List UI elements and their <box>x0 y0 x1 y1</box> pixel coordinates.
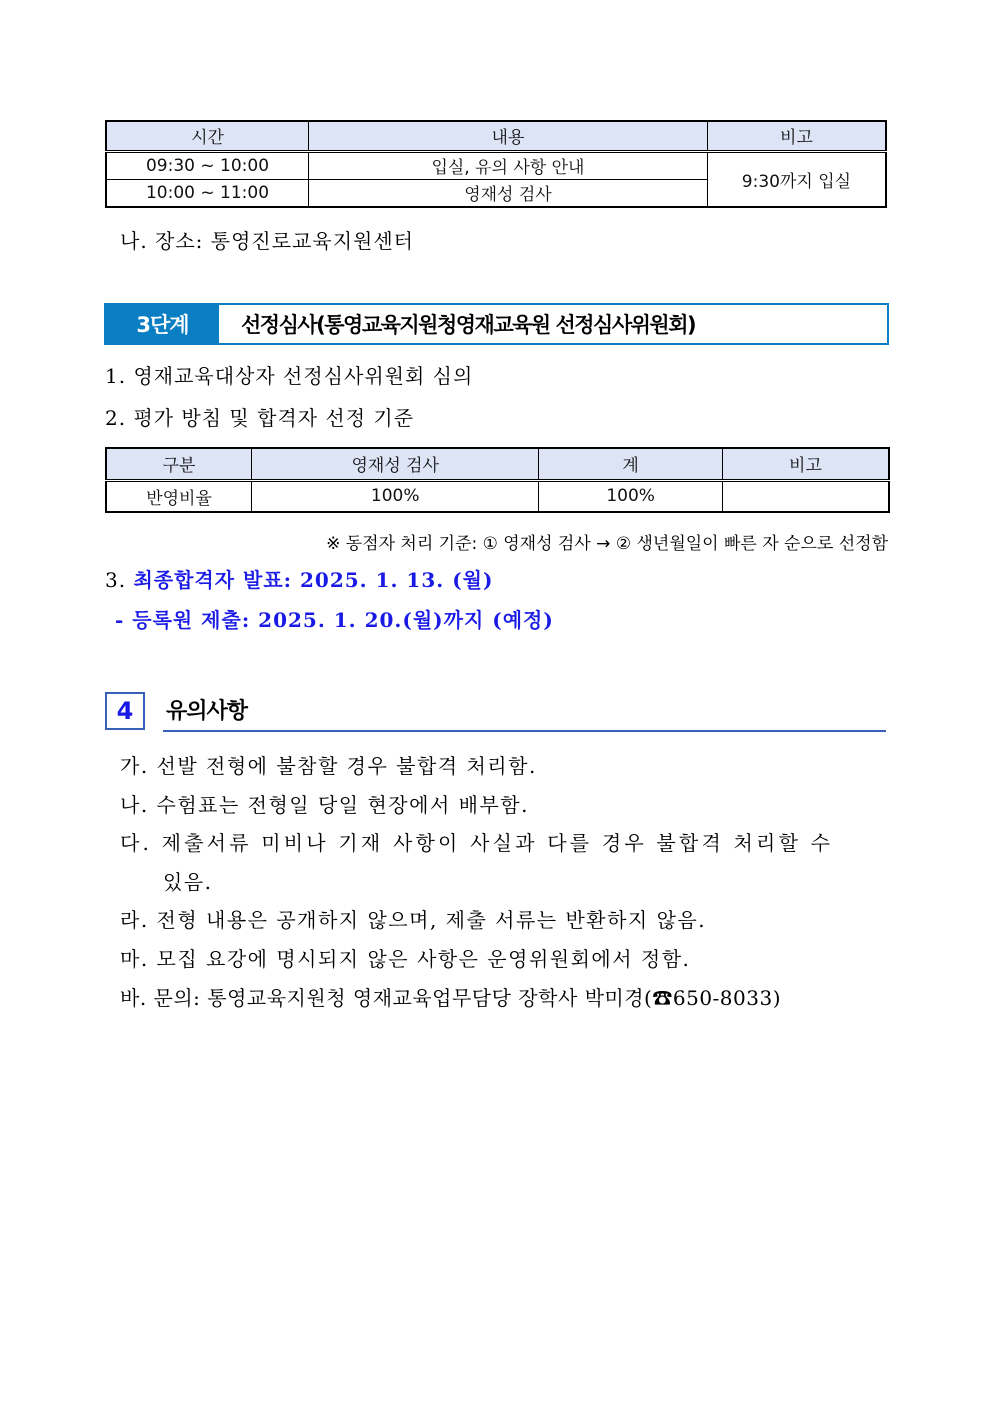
note-item-continuation: 있음. <box>163 870 213 894</box>
remark-cell <box>722 480 889 512</box>
note-item: 마. 모집 요강에 명시되지 않은 사항은 운영위원회에서 정함. <box>120 947 691 971</box>
time-cell: 09:30 ~ 10:00 <box>106 151 309 179</box>
step3-title: 선정심사(통영교육지원청영재교육원 선정심사위원회) <box>241 313 696 337</box>
note-item: 라. 전형 내용은 공개하지 않으며, 제출 서류는 반환하지 않음. <box>120 908 707 932</box>
section4-title: 유의사항 <box>166 699 248 724</box>
announcement-prefix: 3. <box>105 568 134 592</box>
header-remark: 비고 <box>707 121 886 151</box>
header-time: 시간 <box>106 121 309 151</box>
section4-divider <box>163 730 886 732</box>
note-item: 가. 선발 전형에 불참할 경우 불합격 처리함. <box>120 754 537 778</box>
content-cell: 영재성 검사 <box>309 179 708 207</box>
table-row <box>106 480 889 512</box>
total-cell: 100% <box>539 480 723 512</box>
header-category: 구분 <box>106 448 252 480</box>
note-item-contact: 바. 문의: 통영교육지원청 영재교육업무담당 장학사 박미경(☎650-8033) <box>120 986 781 1010</box>
location-line: 나. 장소: 통영진로교육지원센터 <box>120 229 414 253</box>
step3-item-2: 2. 평가 방침 및 합격자 선정 기준 <box>105 406 415 430</box>
note-item: 다. 제출서류 미비나 기재 사항이 사실과 다를 경우 불합격 처리할 수 <box>120 831 834 855</box>
test-cell: 100% <box>252 480 539 512</box>
step3-item-1: 1. 영재교육대상자 선정심사위원회 심의 <box>105 364 474 388</box>
registration-line: - 등록원 제출: 2025. 1. 20.(월)까지 (예정) <box>115 608 554 632</box>
announcement-line <box>105 564 493 593</box>
table-row <box>106 151 886 179</box>
content-cell: 입실, 유의 사항 안내 <box>309 151 708 179</box>
category-cell: 반영비율 <box>106 480 252 512</box>
step3-label: 3단계 <box>106 305 219 343</box>
header-remark: 비고 <box>722 448 889 480</box>
header-total: 계 <box>539 448 723 480</box>
time-cell: 10:00 ~ 11:00 <box>106 179 309 207</box>
section4-number: 4 <box>105 692 145 730</box>
step3-banner <box>104 303 889 345</box>
criteria-table <box>105 447 890 513</box>
tie-break-note: ※ 동점자 처리 기준: ① 영재성 검사 → ② 생년월일이 빠른 자 순으로 선정함 <box>326 534 888 554</box>
note-item: 나. 수험표는 전형일 당일 현장에서 배부함. <box>120 793 529 817</box>
schedule-table <box>105 120 887 208</box>
announcement-text: 최종합격자 발표: 2025. 1. 13. (월) <box>133 568 494 592</box>
header-content: 내용 <box>309 121 708 151</box>
remark-cell: 9:30까지 입실 <box>707 151 886 207</box>
header-test: 영재성 검사 <box>252 448 539 480</box>
